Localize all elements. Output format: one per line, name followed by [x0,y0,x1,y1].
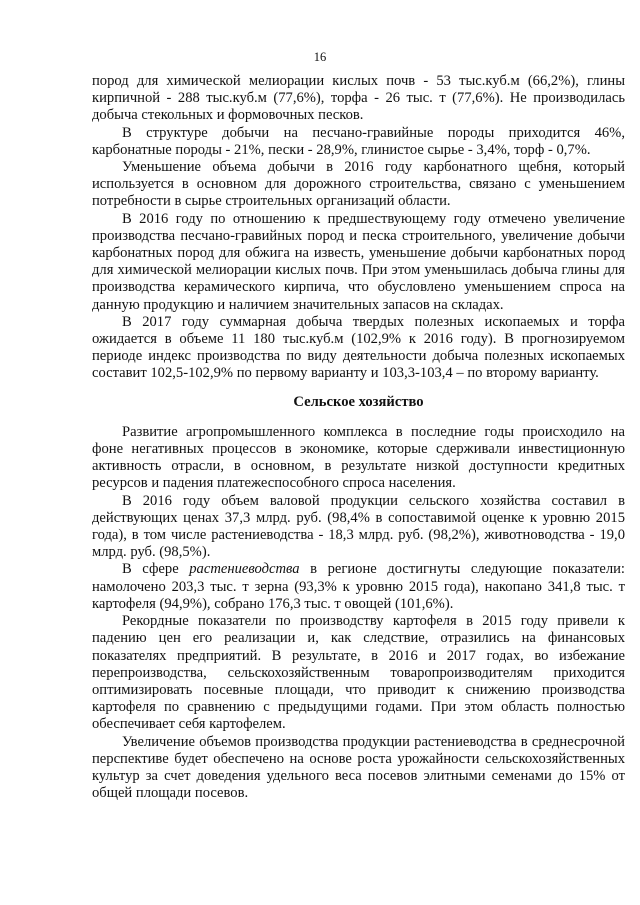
paragraph: В 2017 году суммарная добыча твердых полезных ископаемых и торфа ожидается в объеме 11 180 тыс.куб.м (102,9% к 2016 году). В прогнозируемом периоде индекс производства по виду деятельности добыча полезных ископаемых составит 102,5-102,9% по первому варианту и 103,3-103,4 – по второму варианту. [92,313,625,382]
paragraph: Рекордные показатели по производству картофеля в 2015 году привели к падению цен его реализации и, как следствие, отразились на финансовых показателях предприятий. В результате, в 2016 и 2017 годах, во избежание перепроизводства, сельскохозяйственным товаропроизводителям приходится оптимизировать посевные площади, что приводит к снижению производства картофеля по сравнению с предыдущими годами. При этом область полностью обеспечивает себя картофелем. [92,613,625,733]
paragraph-crop-production [92,561,625,613]
paragraph: Развитие агропромышленного комплекса в последние годы происходило на фоне негативных процессов в экономике, которые сдерживали инвестиционную активность отрасли, в основном, в результате низкой доступности кредитных ресурсов и падения платежеспособного спроса населения. [92,423,625,492]
paragraph: пород для химической мелиорации кислых почв - 53 тыс.куб.м (66,2%), глины кирпичной - 288 тыс.куб.м (77,6%), торфа - 26 тыс. т (77,6%). Не производилась добыча стекольных и формовочных песков. [92,73,625,124]
paragraph: Увеличение объемов производства продукции растениеводства в среднесрочной перспективе будет обеспечено на основе роста урожайности сельскохозяйственных культур за счет доведения удельного веса посевов элитными семенами до 15% от общей площади посевов. [92,733,625,802]
text-run: в регионе достигнуты следующие показатели: намолочено 203,3 тыс. т зерна (93,3% к уровню 2015 года), накопано 341,8 тыс. т картофеля (94,9%), собрано 176,3 тыс. т овощей (101,6%). [92,561,625,612]
text-run: В сфере [122,561,190,578]
emphasized-term: растениеводства [189,561,300,578]
section-heading: Сельское хозяйство [293,393,424,410]
paragraph: В структуре добычи на песчано-гравийные породы приходится 46%, карбонатные породы - 21%, пески - 28,9%, глинистое сырье - 3,4%, торф - 0,7%. [92,124,625,158]
paragraph: В 2016 году объем валовой продукции сельского хозяйства составил в действующих ценах 37,3 млрд. руб. (98,4% в сопоставимой оценке к уровню 2015 года), в том числе растениеводства - 18,3 млрд. руб. (98,2%), животноводства - 19,0 млрд. руб. (98,5%). [92,492,625,561]
paragraph: Уменьшение объема добычи в 2016 году карбонатного щебня, который используется в основном для дорожного строительства, связано с уменьшением потребности в сырье строительных организаций области. [92,159,625,210]
paragraph: В 2016 году по отношению к предшествующему году отмечено увеличение производства песчано-гравийных пород и песка строительного, увеличение добычи карбонатных пород для обжига на известь, уменьшение добычи карбонатных пород для химической мелиорации кислых почв. При этом уменьшилась добыча глины для производства керамического кирпича, что обусловлено уменьшением спроса на данную продукцию и наличием значительных запасов на складах. [92,210,625,313]
page-number: 16 [313,50,327,64]
page-content [92,73,625,802]
